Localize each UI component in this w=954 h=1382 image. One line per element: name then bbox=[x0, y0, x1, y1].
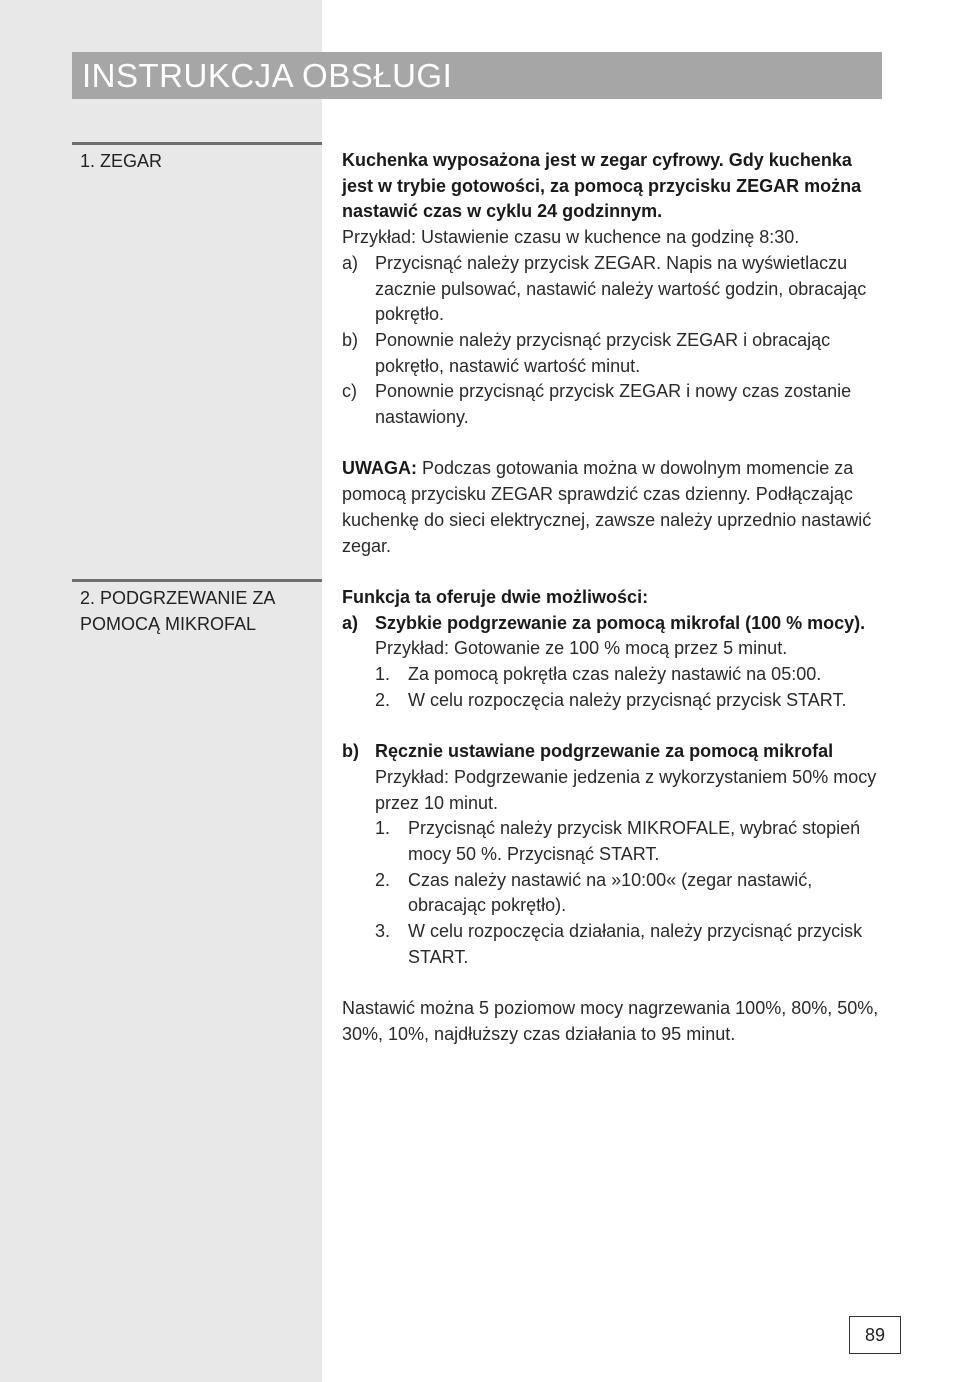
list-marker: 2. bbox=[375, 689, 391, 710]
example-text: Przykład: Gotowanie ze 100 % mocą przez 5 minut. bbox=[375, 638, 788, 659]
list-item-text: Czas należy nastawić na »10:00« (zegar nastawić, obracając pokrętło). bbox=[408, 869, 813, 916]
list-marker: 2. bbox=[375, 869, 391, 890]
list-item-text: Za pomocą pokrętła czas należy nastawić na 05:00. bbox=[408, 664, 822, 685]
option-title: Ręcznie ustawiane podgrzewanie za pomocą mikrofal bbox=[375, 741, 834, 762]
closing-paragraph: Nastawić można 5 poziomow mocy nagrzewania 100%, 80%, 50%, 30%, 10%, najdłuższy czas działania to 95 minut. bbox=[342, 998, 879, 1044]
list-item-text: Przycisnąć należy przycisk ZEGAR. Napis na wyświetlaczu zacznie pulsować, nastawić należy wartość godzin, obracając pokrętło. bbox=[375, 252, 867, 325]
list-item-text: W celu rozpoczęcia należy przycisnąć przycisk START. bbox=[408, 689, 847, 710]
list-item bbox=[375, 868, 887, 919]
option-marker: b) bbox=[342, 741, 359, 762]
option-b-body bbox=[342, 765, 887, 971]
section-intro: Funkcja ta oferuje dwie możliwości: bbox=[342, 587, 649, 607]
section-intro: Kuchenka wyposażona jest w zegar cyfrowy. Gdy kuchenka jest w trybie gotowości, za pomocą przycisku ZEGAR można nastawić czas w cyklu 24 godzinnym. bbox=[342, 150, 862, 222]
option-a bbox=[342, 611, 887, 637]
left-margin-band bbox=[0, 0, 322, 1382]
note-paragraph bbox=[342, 456, 887, 559]
section-body-zegar bbox=[342, 148, 887, 559]
list-marker: b) bbox=[342, 329, 359, 350]
list-marker: a) bbox=[342, 252, 359, 273]
list-item-text: Ponownie przycisnąć przycisk ZEGAR i nowy czas zostanie nastawiony. bbox=[375, 381, 852, 428]
list-item bbox=[342, 379, 887, 430]
list-item-text: Ponownie należy przycisnąć przycisk ZEGAR i obracając pokrętło, nastawić wartość minut. bbox=[375, 329, 831, 376]
page-number: 89 bbox=[849, 1316, 901, 1354]
list-item bbox=[375, 688, 887, 714]
list-marker: 3. bbox=[375, 921, 391, 942]
example-text: Przykład: Podgrzewanie jedzenia z wykorzystaniem 50% mocy przez 10 minut. bbox=[375, 766, 877, 813]
list-item bbox=[342, 251, 887, 328]
list-item bbox=[375, 662, 887, 688]
section-heading-zegar: 1. ZEGAR bbox=[80, 151, 163, 171]
list-item-text: W celu rozpoczęcia działania, należy przycisnąć przycisk START. bbox=[408, 921, 863, 967]
option-marker: a) bbox=[342, 612, 359, 633]
section-heading-mikrofale: 2. PODGRZEWANIE ZA POMOCĄ MIKROFAL bbox=[80, 588, 275, 634]
page-title: INSTRUKCJA OBSŁUGI bbox=[72, 52, 882, 99]
list-marker: c) bbox=[342, 381, 357, 402]
option-title: Szybkie podgrzewanie za pomocą mikrofal (100 % mocy). bbox=[375, 612, 866, 633]
section-divider bbox=[72, 579, 322, 582]
option-b bbox=[342, 739, 887, 765]
option-a-body bbox=[342, 636, 887, 713]
example-text: Przykład: Ustawienie czasu w kuchence na godzinę 8:30. bbox=[342, 227, 800, 248]
list-marker: 1. bbox=[375, 818, 391, 839]
list-marker: 1. bbox=[375, 664, 391, 685]
section-body-mikrofale bbox=[342, 585, 887, 1048]
note-text: Podczas gotowania można w dowolnym momencie za pomocą przycisku ZEGAR sprawdzić czas dzienny. Podłączając kuchenkę do sieci elektrycznej, zawsze należy uprzednio nastawić zegar. bbox=[342, 458, 872, 556]
list-item-text: Przycisnąć należy przycisk MIKROFALE, wybrać stopień mocy 50 %. Przycisnąć START. bbox=[408, 818, 861, 865]
note-label: UWAGA: bbox=[342, 458, 417, 479]
list-item bbox=[375, 816, 887, 867]
list-item bbox=[342, 328, 887, 379]
section-divider bbox=[72, 142, 322, 145]
list-item bbox=[375, 919, 887, 970]
